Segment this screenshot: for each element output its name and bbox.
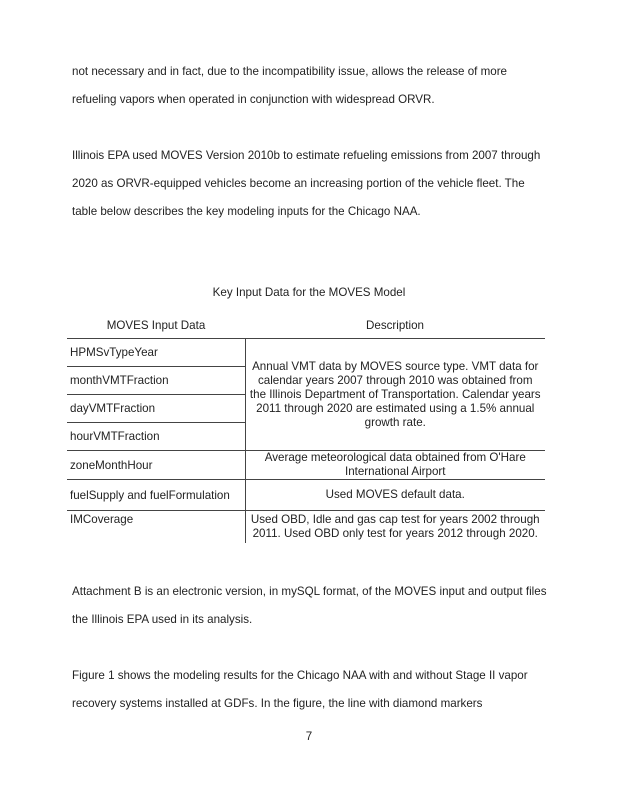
header-moves-input-data: MOVES Input Data — [67, 312, 245, 339]
paragraph-figure-1: Figure 1 shows the modeling results for the Chicago NAA with and without Stage II vapor recovery systems installed at GDFs. In the figure, the line with diamond markers — [72, 669, 528, 710]
input-dayvmtfraction: dayVMTFraction — [67, 395, 245, 423]
input-zonemonthhour: zoneMonthHour — [67, 451, 245, 480]
input-hpmsvtypeyear: HPMSvTypeYear — [67, 339, 245, 367]
paragraph-moves-estimate: Illinois EPA used MOVES Version 2010b to estimate refueling emissions from 2007 through 2020 as ORVR-equipped vehicles become an increasing portion of the vehicle fleet. The table below describes the key modeling inputs for the Chicago NAA. — [72, 149, 541, 218]
input-imcoverage: IMCoverage — [67, 511, 245, 544]
description-vmt: Annual VMT data by MOVES source type. VMT data for calendar years 2007 through 2010 was obtained from the Illinois Department of Transportation. Calendar years 2011 through 2020 are estimated using a 1.5% annual growth rate. — [249, 359, 541, 429]
table-row — [67, 511, 545, 544]
input-hourvmtfraction: hourVMTFraction — [67, 423, 245, 451]
paragraph-attachment-b: Attachment B is an electronic version, in mySQL format, of the MOVES input and output files the Illinois EPA used in its analysis. — [72, 585, 547, 626]
table-row — [67, 480, 545, 511]
description-fuel: Used MOVES default data. — [245, 480, 545, 511]
paragraph-orvr-incompatibility: not necessary and in fact, due to the incompatibility issue, allows the release of more refueling vapors when operated in conjunction with widespread ORVR. — [72, 65, 507, 106]
input-monthvmtfraction: monthVMTFraction — [67, 367, 245, 395]
description-meteorology: Average meteorological data obtained from O'Hare International Airport — [245, 451, 545, 480]
table-title: Key Input Data for the MOVES Model — [212, 286, 406, 299]
moves-input-table — [67, 312, 545, 543]
input-fuelsupply-fuelformulation: fuelSupply and fuelFormulation — [67, 480, 245, 511]
table-row — [67, 451, 545, 480]
table-row — [67, 339, 545, 367]
description-im-program: Used OBD, Idle and gas cap test for years 2002 through 2011. Used OBD only test for years 2012 through 2020. — [250, 513, 540, 540]
header-description: Description — [245, 312, 545, 339]
page-number: 7 — [305, 730, 313, 743]
table-header-row — [67, 312, 545, 339]
